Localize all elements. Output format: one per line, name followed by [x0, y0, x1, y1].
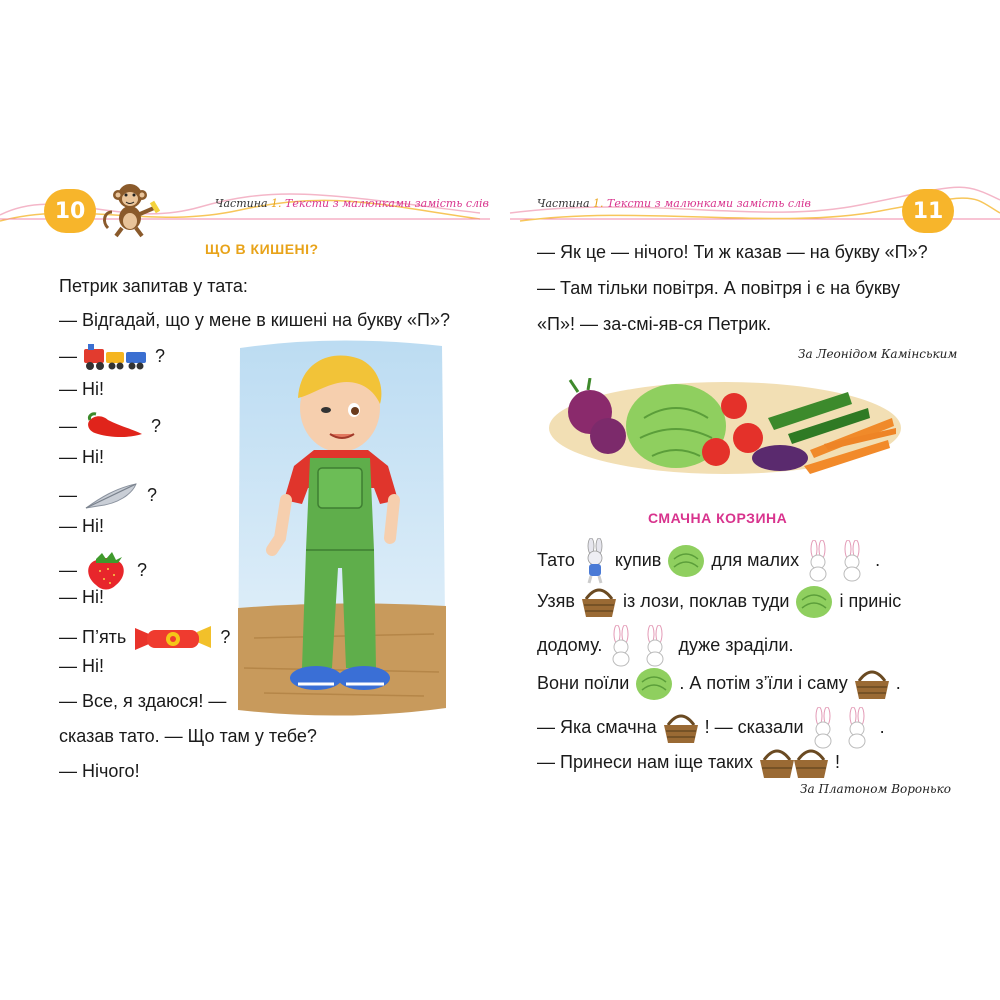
text-line-with-picture — [537, 584, 901, 620]
header-part-number: 1. — [593, 197, 604, 210]
text-line: сказав тато. — Що там у тебе? — [59, 726, 317, 746]
vegetables-illustration — [548, 378, 902, 478]
text-line: «П»! — за-смі-яв-ся Петрик. — [537, 314, 772, 334]
page-number-right: 11 — [902, 189, 954, 233]
text: ! — сказали — [704, 716, 804, 737]
text: із лози, поклав туди — [623, 590, 790, 611]
bunny-icon — [804, 540, 870, 582]
candy-icon — [131, 620, 215, 656]
text-line-with-picture — [537, 666, 901, 702]
boy-illustration — [234, 338, 448, 720]
text: Узяв — [537, 590, 575, 611]
text-line-with-picture — [59, 412, 161, 442]
author-credit: За Леонідом Камінським — [798, 347, 958, 361]
train-icon — [82, 343, 150, 371]
text-line-with-picture — [59, 480, 157, 512]
text-line-with-picture — [537, 707, 885, 749]
text-line: — Ні! — [59, 656, 104, 676]
text: і приніс — [839, 590, 902, 611]
basket-icon — [662, 711, 700, 745]
page-number-left: 10 — [44, 189, 96, 233]
text-line: Петрик запитав у тата: — [59, 276, 248, 296]
text-line: — Нічого! — [59, 761, 140, 781]
text-line-with-picture — [59, 343, 165, 371]
question-mark: ? — [155, 345, 166, 366]
monkey-icon — [100, 178, 164, 240]
text-line: — Все, я здаюся! — — [59, 691, 227, 711]
text: ! — [834, 751, 840, 772]
text: — Яка смачна — [537, 716, 657, 737]
pepper-icon — [82, 412, 146, 442]
text-line-with-picture — [537, 538, 880, 584]
story-title-left: ЩО В КИШЕНІ? — [205, 241, 319, 257]
text: додому. — [537, 634, 603, 655]
text-line: — Ні! — [59, 587, 104, 607]
text-line-with-picture — [537, 625, 794, 667]
header-right — [537, 197, 811, 210]
cabbage-icon — [634, 666, 674, 702]
header-left — [215, 197, 489, 210]
text: . — [875, 549, 881, 570]
author-credit: За Платоном Воронько — [800, 782, 951, 796]
text-line: — Ні! — [59, 447, 104, 467]
text: — Принеси нам іще таких — [537, 751, 753, 772]
text: . — [879, 716, 885, 737]
bunny-icon — [580, 538, 610, 584]
cabbage-icon — [666, 543, 706, 579]
basket-icon — [758, 746, 830, 780]
text-line-with-picture — [537, 746, 840, 780]
text-line-with-picture — [59, 620, 230, 656]
text: . — [895, 672, 901, 693]
dash: — — [59, 415, 77, 436]
text-line: — Відгадай, що у мене в кишені на букву «П»? — [59, 310, 450, 330]
bunny-icon — [809, 707, 875, 749]
text: дуже зраділи. — [678, 634, 794, 655]
text: купив — [614, 549, 662, 570]
text-line: — Як це — нічого! Ти ж казав — на букву «П»? — [537, 242, 928, 262]
dash: — — [59, 345, 77, 366]
header-part: Частина — [215, 197, 268, 210]
text: . А потім з’їли і саму — [679, 672, 848, 693]
cabbage-icon — [794, 584, 834, 620]
dash: — — [59, 559, 77, 580]
text: Тато — [537, 549, 575, 570]
header-part-number: 1. — [271, 197, 282, 210]
text-line: — Там тільки повітря. А повітря і є на букву — [537, 278, 900, 298]
text-line: — Ні! — [59, 379, 104, 399]
feather-icon — [82, 480, 142, 512]
basket-icon — [853, 667, 891, 701]
header-part: Частина — [537, 197, 590, 210]
header-title: Тексти з малюнками замість слів — [607, 197, 811, 210]
header-title: Тексти з малюнками замість слів — [285, 197, 489, 210]
text: Вони поїли — [537, 672, 630, 693]
story-title-right: СМАЧНА КОРЗИНА — [648, 510, 788, 526]
bunny-icon — [607, 625, 673, 667]
dash: — — [59, 484, 77, 505]
question-mark: ? — [137, 559, 148, 580]
text-line: — Ні! — [59, 516, 104, 536]
question-mark: ? — [151, 415, 162, 436]
question-mark: ? — [147, 484, 158, 505]
text: для малих — [711, 549, 800, 570]
basket-icon — [580, 585, 618, 619]
text: — П’ять — [59, 626, 127, 647]
question-mark: ? — [220, 626, 231, 647]
